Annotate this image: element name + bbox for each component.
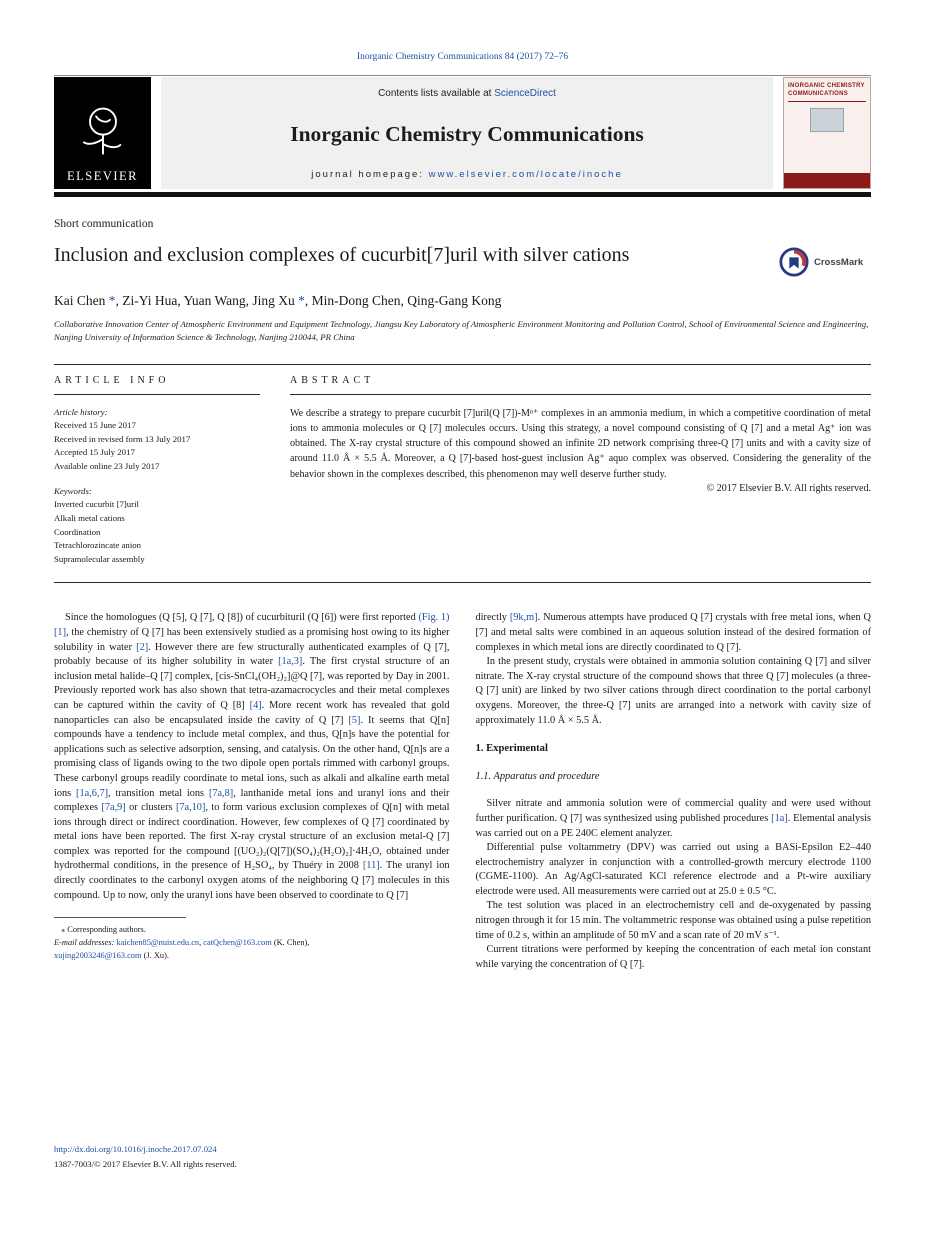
- keywords-label: Keywords:: [54, 485, 92, 496]
- masthead: [54, 77, 871, 189]
- page-footer: [54, 1142, 237, 1172]
- footnote-rule: [54, 917, 186, 918]
- email-link[interactable]: catQchen@163.com: [203, 938, 272, 948]
- keyword-item: Tetrachlorozincate anion: [54, 540, 142, 551]
- article-type-label: Short communication: [54, 218, 154, 230]
- italic-label: E-mail addresses:: [54, 938, 117, 948]
- elsevier-wordmark: ELSEVIER: [66, 169, 139, 183]
- affiliation: Collaborative Innovation Center of Atmospheric Environment and Equipment Technology, Jiangsu Key Laboratory of Atmospheric Environment Monitoring and Pollution Control, School of Environmental Science and Engineering, Nanjing University of Information Science & Technology, Nanjing 210044, PR China: [54, 319, 869, 342]
- keyword-item: Alkali metal cations: [54, 512, 125, 523]
- journal-homepage-link[interactable]: www.elsevier.com/locate/inoche: [428, 169, 623, 180]
- email-link[interactable]: xujing2003246@163.com: [54, 951, 142, 961]
- cover-spacer: [784, 134, 870, 173]
- article-history-label: Article history:: [54, 406, 108, 417]
- crossmark-label: CrossMark: [814, 256, 864, 268]
- body-column-right: [476, 611, 872, 972]
- header-black-rule: [54, 192, 871, 197]
- masthead-banner: [161, 77, 773, 189]
- intro-paragraph: Since the homologues (Q [5], Q [7], Q [8]) of cucurbituril (Q [6]) were first reported (Fig. 1) [1], the chemistry of Q [7] has been extensively studied as a promising host owing to its higher solubility in water [2]. However there are few structurally authenticated examples of Q [7], probably because of its higher solubility in water [1a,3]. The first crystal structure of an inclusion metal halide–Q [7] complex, [cis-SnCl₄(OH₂)₂]@Q [7], was reported by Day in 2001. Previously reported work has also shown that tetra-azamacrocycles and their metal complexes can be captured within the cavity of Q [8] [4]. More recent work has revealed that gold nanoparticles can also be encapsulated inside the cavity of Q [7] [5]. It seems that Q[n] compounds have a tendency to include metal complex, and thus, Q[n]s have the potential for applications such as selective adsorption, sensing, and catalysis. On the other hand, Q[n]s are a promising class of ligands owing to the two dipole open portals rimmed with carbonyl groups. These carbonyl groups readily coordinate to metal ions, such as alkali and alkaline earth metal ions [1a,6,7], transition metal ions [7a,8], lanthanide metal ions and uranyl ions and their complexes [7a,9] or clusters [7a,10], to form various exclusion complexes of Q[n] with metal ions through direct or indirect coordination. However, few complexes of Q [7] coordinated by metal ions have been reported. The first X-ray crystal structure of an exclusion metal-Q [7] complex was reported for the compound [(UO₂)₂(Q[7])(SO₄)₂(H₂O)₂]·4H₂O, obtained under hydrothermal conditions, in the presence of H₂SO₄, by Thuéry in 2008 [11]. The uranyl ion directly coordinates to the carbonyl oxygen atoms of the neighboring Q [7] molecules in this compound. Up to now, only the uranyl ions have been observed to coordinate to Q [7]: [54, 612, 450, 901]
- subsection-heading-apparatus: 1.1. Apparatus and procedure: [475, 770, 600, 782]
- keyword-item: Coordination: [54, 526, 101, 537]
- abstract-copyright: © 2017 Elsevier B.V. All rights reserved.: [706, 482, 871, 494]
- citation-link[interactable]: [2]: [136, 641, 149, 653]
- cover-image-placeholder: [810, 108, 844, 132]
- cover-title: INORGANIC CHEMISTRY COMMUNICATIONS: [788, 83, 865, 97]
- keyword-item: Supramolecular assembly: [54, 553, 145, 564]
- elsevier-tree-icon: [77, 99, 129, 165]
- body-paragraph: Silver nitrate and ammonia solution were of commercial quality and were used without further purification. Q [7] was synthesized using published procedures [1a]. Elemental analysis was carried out on a PE 240C element analyzer.: [475, 798, 871, 839]
- cover-bottom-band: [784, 173, 870, 188]
- abstract-column: [290, 375, 871, 567]
- body-paragraph: directly [9k,m]. Numerous attempts have produced Q [7] crystals with free metal ions, when Q [7] and metal salts were combined in an aqueous solution instead of the desired formation of complexes in which metal ions are directly coordinated to Q [7].: [475, 612, 871, 653]
- article-info-abstract-block: [54, 364, 871, 584]
- body-paragraph: Differential pulse voltammetry (DPV) was carried out using a BASi-Epsilon E2–440 electrochemistry analyzer in conjunction with a controlled-growth mercury electrode 1100 (CGME-1100). An Ag/AgCl-saturated KCl reference electrode and a Pt-wire auxiliary electrode were used. All measurements were carried out at 25.0 ± 0.5 °C.: [475, 842, 871, 897]
- cover-divider: [788, 101, 866, 102]
- citation-link[interactable]: [7a,9]: [101, 802, 126, 814]
- contents-line: [378, 88, 556, 99]
- article-title: Inclusion and exclusion complexes of cucurbit[7]uril with silver cations: [54, 244, 630, 266]
- history-item: Available online 23 July 2017: [54, 461, 160, 471]
- email-link[interactable]: kaichen85@nuist.edu.cn: [116, 938, 200, 948]
- keyword-item: Inverted cucurbit [7]uril: [54, 499, 140, 510]
- email-addresses-line: xujing2003246@163.com (J. Xu).: [54, 951, 169, 961]
- citation-link[interactable]: [7a,8]: [208, 787, 234, 799]
- contents-prefix: Contents lists available at: [378, 88, 495, 99]
- body-paragraph: The test solution was placed in an electrochemistry cell and de-oxygenated by passing nitrogen through it for 15 min. The voltammetric response was obtained using a pulse repetition time of 0.2 s, within an amplitude of 50 mV and a scan rate of 20 mV s⁻¹.: [475, 900, 871, 941]
- sciencedirect-link[interactable]: ScienceDirect: [494, 88, 556, 99]
- citation-link[interactable]: [11]: [362, 860, 380, 872]
- body-columns: [54, 611, 871, 972]
- corresponding-author-asterisk[interactable]: *: [298, 293, 305, 308]
- history-item: Received 15 June 2017: [54, 420, 136, 431]
- abstract-heading: ABSTRACT: [290, 375, 871, 395]
- crossmark-badge[interactable]: [779, 247, 871, 277]
- corresponding-authors-note: ⁎ Corresponding authors.: [61, 925, 146, 935]
- citation-link[interactable]: [5]: [348, 714, 361, 726]
- article-info-heading: ARTICLE INFO: [54, 375, 260, 395]
- citation-link[interactable]: [1a]: [771, 812, 788, 824]
- journal-citation-link[interactable]: Inorganic Chemistry Communications 84 (2017) 72–76: [356, 52, 569, 62]
- section-heading-experimental: 1. Experimental: [475, 743, 548, 755]
- body-column-left: [54, 611, 450, 972]
- journal-title: Inorganic Chemistry Communications: [290, 121, 644, 146]
- citation-link[interactable]: [1a,6,7]: [76, 787, 109, 799]
- author-list: Kai Chen *, Zi-Yi Hua, Yuan Wang, Jing Xu *, Min-Dong Chen, Qing-Gang Kong: [54, 293, 502, 308]
- crossmark-icon: [779, 247, 809, 277]
- header-top-rule: [54, 75, 871, 76]
- journal-cover-thumbnail[interactable]: [783, 77, 871, 189]
- homepage-line: [311, 169, 622, 180]
- email-addresses-line: E-mail addresses: kaichen85@nuist.edu.cn, catQchen@163.com (K. Chen),: [54, 938, 310, 948]
- title-row: [54, 243, 871, 277]
- footnote-block: [54, 917, 450, 962]
- citation-link[interactable]: [9k,m]: [509, 612, 538, 624]
- citation-link[interactable]: (Fig. 1): [418, 612, 450, 624]
- issn-copyright-line: 1387-7003/© 2017 Elsevier B.V. All rights reserved.: [54, 1159, 237, 1170]
- history-item: Received in revised form 13 July 2017: [54, 433, 191, 444]
- citation-link[interactable]: [1]: [54, 626, 67, 638]
- citation-link[interactable]: [4]: [249, 699, 262, 711]
- body-paragraph: Current titrations were performed by keeping the concentration of each metal ion constant while varying the concentration of Q [7].: [475, 944, 871, 970]
- history-item: Accepted 15 July 2017: [54, 447, 135, 458]
- citation-link[interactable]: [7a,10]: [175, 802, 206, 814]
- body-paragraph: In the present study, crystals were obtained in ammonia solution containing Q [7] and silver nitrate. The X-ray crystal structure of the compound shows that three Q [7] molecules (a three-Q [7] unit) are linked by two silver cations through direct coordination to the portal carbonyl oxygens. Moreover, the three-Q [7] units are arranged into a network with cavity size of approximately 11.0 Å × 5.5 Å.: [475, 656, 871, 726]
- citation-link[interactable]: [1a,3]: [278, 656, 303, 668]
- abstract-text: We describe a strategy to prepare cucurbit [7]uril(Q [7])-Mⁿ⁺ complexes in an ammonia medium, in which a competitive coordination of metal ions to ammonia molecules or Q [7] molecules occurs. Using this strategy, a novel compound consisting of Q [7] and a metal Ag⁺ ion was obtained. The X-ray crystal structure of this compound showed an infinite 2D network comprising three-Q [7] units and with a cavity size of around 11.0 Å × 5.5 Å. Moreover, a Q [7]-based host-guest inclusion Ag⁺ aquo complex was observed. Considering the generality of the behavior shown in the complexes described, this phenomenon may well deserve further study.: [290, 407, 871, 480]
- homepage-prefix: journal homepage:: [311, 169, 429, 180]
- corresponding-author-asterisk[interactable]: *: [108, 293, 116, 308]
- article-info-column: [54, 375, 260, 567]
- elsevier-logo[interactable]: [54, 77, 151, 189]
- doi-link[interactable]: http://dx.doi.org/10.1016/j.inoche.2017.07.024: [54, 1144, 217, 1155]
